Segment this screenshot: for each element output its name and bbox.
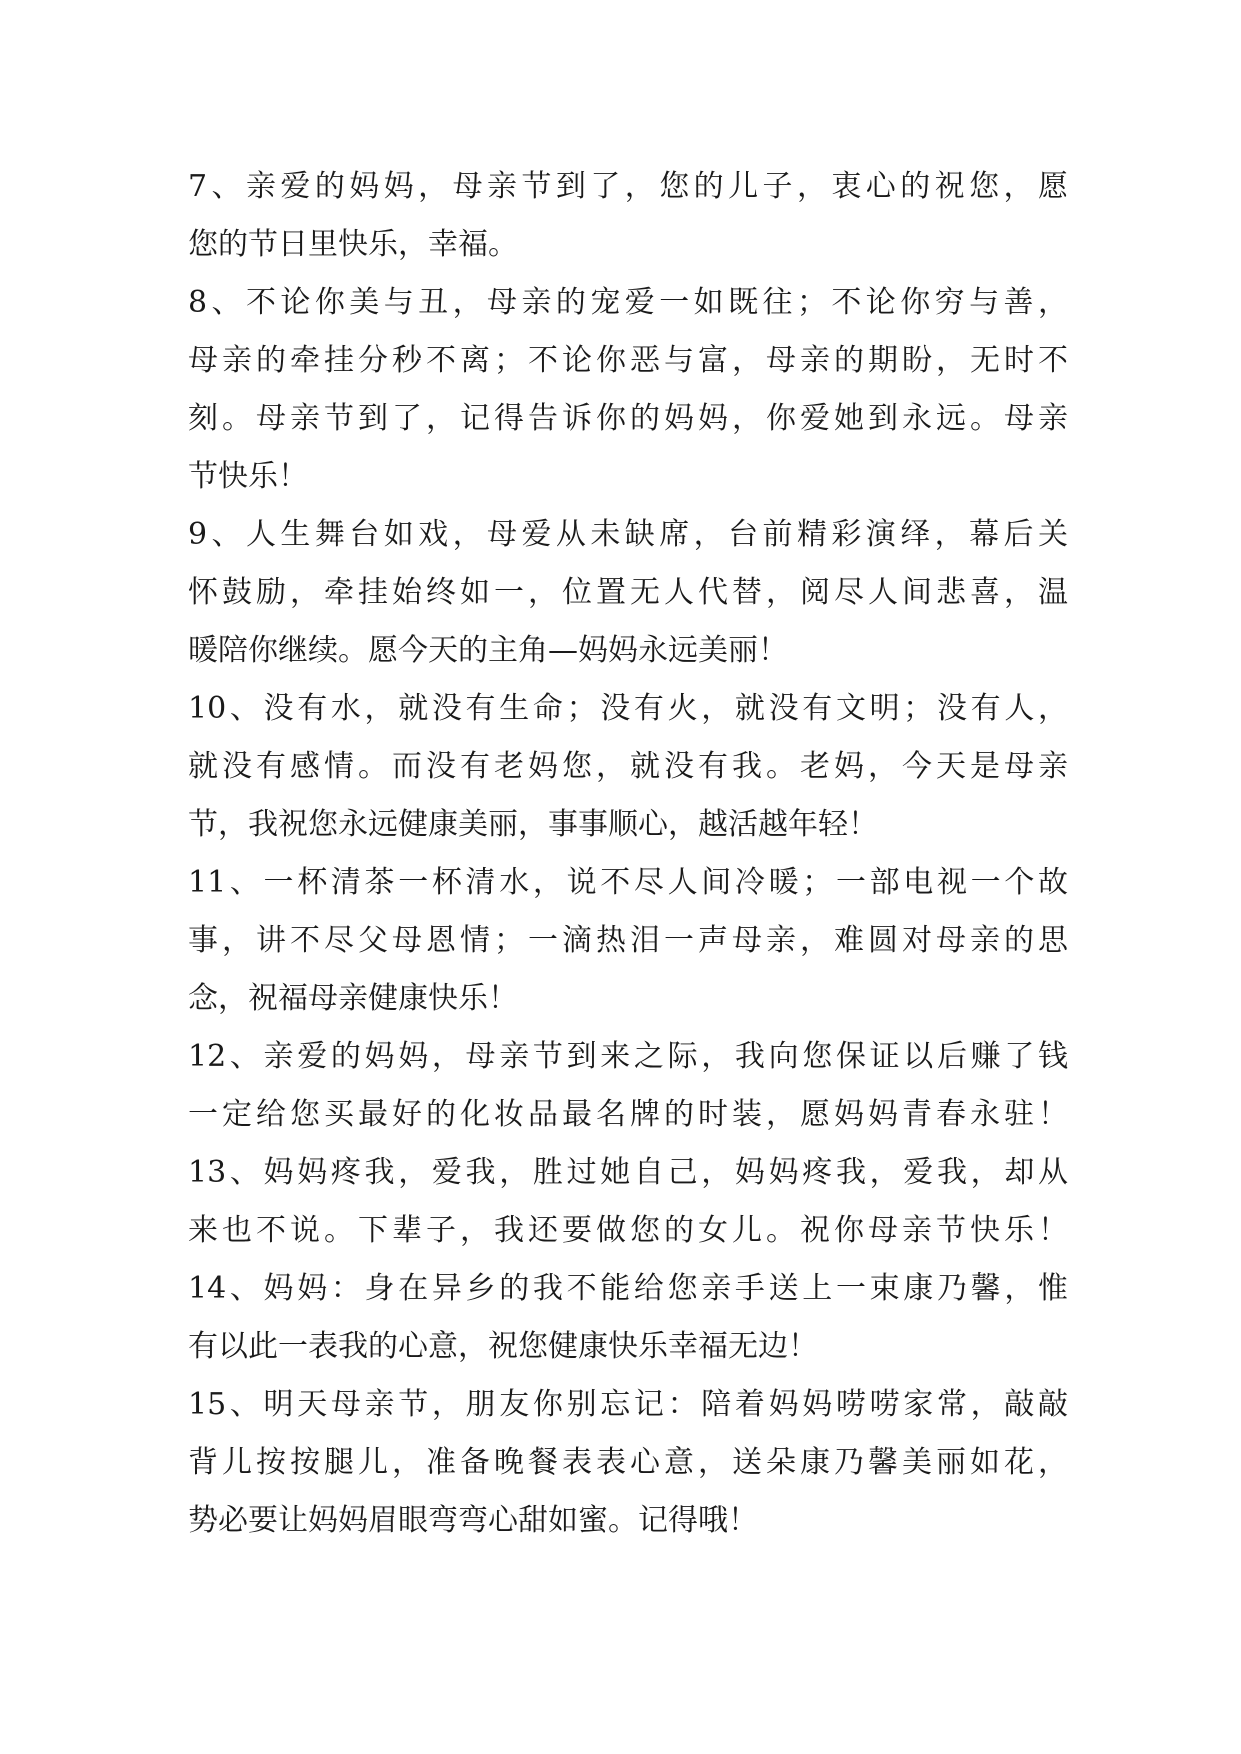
text-line: 一定给您买最好的化妆品最名牌的时装，愿妈妈青春永驻！ — [188, 1097, 1068, 1132]
document-body — [188, 158, 1068, 1550]
text-line: 14、妈妈：身在异乡的我不能给您亲手送上一束康乃馨，惟 — [188, 1271, 1068, 1306]
text-line: 7、亲爱的妈妈，母亲节到了，您的儿子，衷心的祝您，愿 — [188, 169, 1068, 204]
text-line: 怀鼓励，牵挂始终如一，位置无人代替，阅尽人间悲喜，温 — [188, 575, 1068, 610]
text-line: 8、不论你美与丑，母亲的宠爱一如既往；不论你穷与善， — [188, 285, 1068, 320]
text-line: 13、妈妈疼我，爱我，胜过她自己，妈妈疼我，爱我，却从 — [188, 1155, 1068, 1190]
text-line: 节快乐！ — [188, 459, 308, 494]
text-line: 念，祝福母亲健康快乐！ — [188, 981, 518, 1016]
text-line: 11、一杯清茶一杯清水，说不尽人间冷暖；一部电视一个故 — [188, 865, 1068, 900]
text-line: 母亲的牵挂分秒不离；不论你恶与富，母亲的期盼，无时不 — [188, 343, 1068, 378]
text-line: 9、人生舞台如戏，母爱从未缺席，台前精彩演绎，幕后关 — [188, 517, 1068, 552]
text-line: 有以此一表我的心意，祝您健康快乐幸福无边！ — [188, 1329, 818, 1364]
text-line: 您的节日里快乐，幸福。 — [188, 227, 518, 262]
text-line: 就没有感情。而没有老妈您，就没有我。老妈，今天是母亲 — [188, 749, 1068, 784]
text-line: 背儿按按腿儿，准备晚餐表表心意，送朵康乃馨美丽如花， — [188, 1445, 1068, 1480]
text-line: 15、明天母亲节，朋友你别忘记：陪着妈妈唠唠家常，敲敲 — [188, 1387, 1068, 1422]
text-line: 暖陪你继续。愿今天的主角—妈妈永远美丽！ — [188, 633, 788, 668]
text-line: 节，我祝您永远健康美丽，事事顺心，越活越年轻！ — [188, 807, 878, 842]
text-line: 来也不说。下辈子，我还要做您的女儿。祝你母亲节快乐！ — [188, 1213, 1068, 1248]
text-line: 12、亲爱的妈妈，母亲节到来之际，我向您保证以后赚了钱 — [188, 1039, 1068, 1074]
text-line: 10、没有水，就没有生命；没有火，就没有文明；没有人， — [188, 691, 1068, 726]
text-line: 事，讲不尽父母恩情；一滴热泪一声母亲，难圆对母亲的思 — [188, 923, 1068, 958]
text-line: 刻。母亲节到了，记得告诉你的妈妈，你爱她到永远。母亲 — [188, 401, 1068, 436]
text-line: 势必要让妈妈眉眼弯弯心甜如蜜。记得哦！ — [188, 1503, 758, 1538]
